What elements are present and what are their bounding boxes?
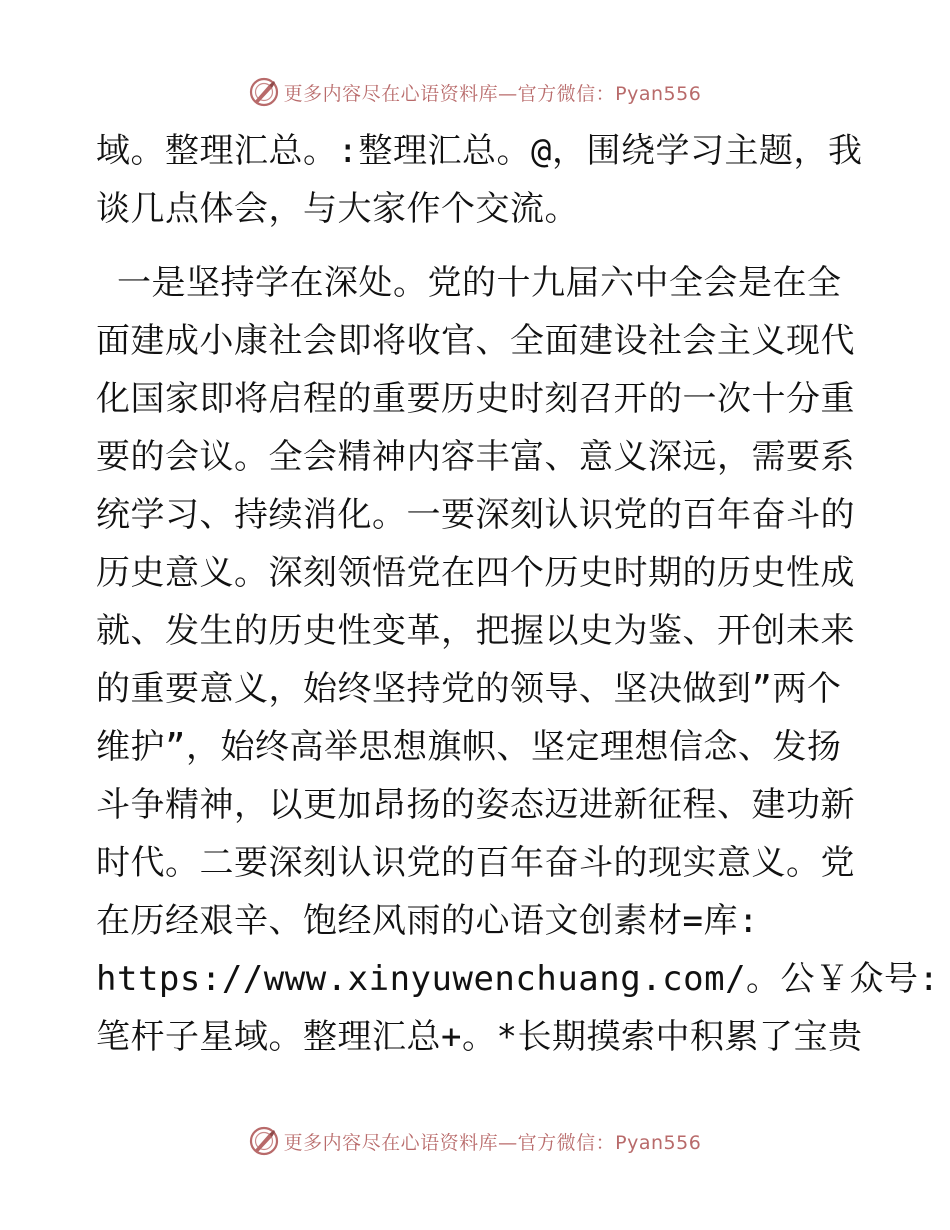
watermark-text: 更多内容尽在心语资料库—官方微信：Pyan556 [283, 1131, 702, 1154]
text-line: 维护”，始终高举思想旗帜、坚定理想信念、发扬 [96, 727, 842, 767]
watermark-text: 更多内容尽在心语资料库—官方微信：Pyan556 [283, 82, 702, 105]
text-line: 的重要意义，始终坚持党的领导、坚决做到”两个 [96, 669, 842, 709]
text-line: 斗争精神，以更加昂扬的姿态迈进新征程、建功新 [96, 785, 855, 825]
quill-logo-icon [249, 1126, 279, 1156]
watermark-wechat-id: Pyan556 [615, 82, 702, 105]
text-line: 就、发生的历史性变革，把握以史为鉴、开创未来 [96, 611, 855, 651]
header-watermark [0, 72, 950, 112]
text-line: 统学习、持续消化。一要深刻认识党的百年奋斗的 [96, 495, 855, 535]
text-line: 域。整理汇总。:整理汇总。@，围绕学习主题，我 [96, 131, 863, 171]
watermark-wechat-id: Pyan556 [615, 1131, 702, 1154]
text-line: 谈几点体会，与大家作个交流。 [96, 189, 579, 229]
text-line: 历史意义。深刻领悟党在四个历史时期的历史性成 [96, 553, 855, 593]
document-body [96, 122, 940, 1066]
text-line: 在历经艰辛、饱经风雨的心语文创素材=库: [96, 901, 759, 941]
text-line: 化国家即将启程的重要历史时刻召开的一次十分重 [96, 379, 855, 419]
quill-logo-icon [249, 77, 279, 107]
footer-watermark [0, 1121, 950, 1161]
text-line: 笔杆子星域。整理汇总+。*长期摸索中积累了宝贵 [96, 1017, 863, 1057]
text-line: 要的会议。全会精神内容丰富、意义深远，需要系 [96, 437, 855, 477]
url-text-line: https://www.xinyuwenchuang.com/。公￥众号: [96, 959, 940, 999]
paragraph [96, 122, 863, 238]
paragraph [96, 254, 940, 1066]
text-line: 一是坚持学在深处。党的十九届六中全会是在全 [96, 263, 842, 303]
text-line: 时代。二要深刻认识党的百年奋斗的现实意义。党 [96, 843, 855, 883]
text-line: 面建成小康社会即将收官、全面建设社会主义现代 [96, 321, 855, 361]
